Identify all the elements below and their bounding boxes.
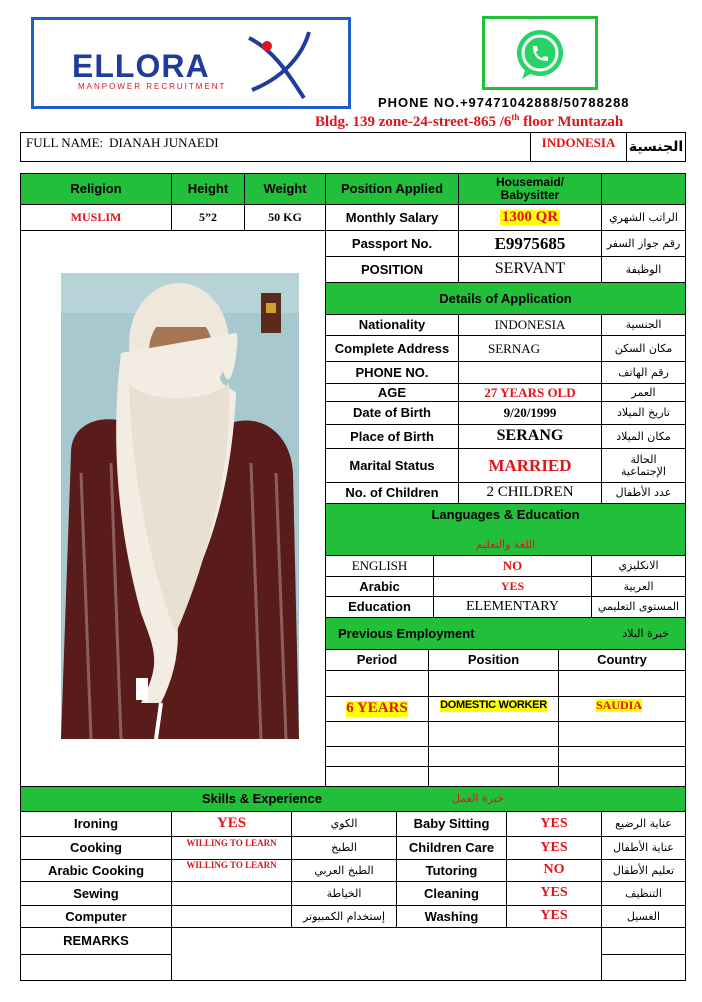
languages-header	[325, 503, 686, 556]
weight-value: 50 KG	[244, 204, 326, 231]
languages-title: Languages & Education	[431, 507, 580, 522]
skill-cleaning-ar: التنظيف	[601, 881, 686, 906]
skill-childrencare-ar: عناية الأطفال	[601, 836, 686, 860]
emp-blank-5a	[325, 766, 429, 787]
remarks-body	[171, 927, 602, 981]
emp-blank-4a	[325, 746, 429, 767]
skill-sewing-ar: الخياطة	[291, 881, 397, 906]
skills-title: Skills & Experience	[202, 791, 322, 807]
emp-blank-1a	[325, 670, 429, 697]
address-part-2: floor Muntazah	[523, 114, 624, 130]
full-name: DIANAH JUNAEDI	[109, 135, 219, 150]
emp-blank-3b	[428, 721, 559, 747]
skill-washing-label: Washing	[396, 905, 507, 928]
phone-line: PHONE NO.+97471042888/50788288	[378, 95, 630, 110]
phone-value	[458, 361, 602, 384]
company-logo	[31, 17, 351, 109]
children-ar: عدد الأطفال	[601, 482, 686, 504]
skill-tutoring-label: Tutoring	[396, 859, 507, 882]
emp-blank-3c	[558, 721, 686, 747]
pob-value: SERANG	[458, 424, 602, 449]
position-label: POSITION	[325, 256, 459, 283]
address-line	[315, 112, 623, 131]
emp-position-cell	[428, 696, 559, 722]
emp-period-cell	[325, 696, 429, 722]
emp-blank-5c	[558, 766, 686, 787]
dob-label: Date of Birth	[325, 401, 459, 425]
skill-ironing-value-cell	[171, 811, 292, 837]
skill-cooking-ar: الطبخ	[291, 836, 397, 860]
skill-arabiccooking-value-cell	[171, 859, 292, 882]
education-label: Education	[325, 596, 434, 618]
emp-country-value: SAUDIA	[596, 698, 643, 712]
pob-ar: مكان الميلاد	[601, 424, 686, 449]
skill-ironing-label: Ironing	[20, 811, 172, 837]
skill-sewing-value	[171, 881, 292, 906]
skill-babysitting-ar: عناية الرضيع	[601, 811, 686, 837]
previous-employment-title: Previous Employment	[338, 625, 475, 641]
skills-header	[20, 786, 686, 812]
skill-arabiccooking-ar: الطبخ العربي	[291, 859, 397, 882]
skill-cleaning-value: YES	[540, 885, 568, 901]
address-part-1: Bldg. 139 zone-24-street-865 /6	[315, 114, 512, 130]
phone-label: PHONE NO.	[325, 361, 459, 384]
passport-ar: رقم جواز السفر	[601, 230, 686, 257]
position-applied-value: Housemaid/ Babysitter	[458, 173, 602, 205]
top-nationality: INDONESIA	[530, 132, 627, 162]
age-ar: العمر	[601, 383, 686, 402]
arabic-value-cell	[433, 576, 592, 597]
emp-blank-1b	[428, 670, 559, 697]
skill-washing-value-cell	[506, 905, 602, 928]
age-label: AGE	[325, 383, 459, 402]
position-ar: الوظيفة	[601, 256, 686, 283]
skills-title-ar: خبرة العمل	[451, 792, 504, 806]
remarks-right-1	[601, 927, 686, 955]
top-nationality-ar: الجنسية	[626, 132, 686, 162]
education-value: ELEMENTARY	[433, 596, 592, 618]
monthly-salary-cell	[458, 204, 602, 231]
address-ar: مكان السكن	[601, 335, 686, 362]
skill-childrencare-label: Children Care	[396, 836, 507, 860]
logo-text: ELLORA	[72, 48, 210, 84]
nationality-ar: الجنسية	[601, 314, 686, 336]
full-name-label: FULL NAME:	[26, 135, 104, 150]
arabic-label: Arabic	[325, 576, 434, 597]
emp-blank-5b	[428, 766, 559, 787]
address-label: Complete Address	[325, 335, 459, 362]
skill-ironing-value: YES	[216, 815, 247, 832]
address-sup: th	[511, 112, 520, 122]
passport-label: Passport No.	[325, 230, 459, 257]
english-label: ENGLISH	[325, 555, 434, 577]
dob-value: 9/20/1999	[458, 401, 602, 425]
arabic-value: YES	[500, 579, 525, 594]
remarks-label: REMARKS	[20, 927, 172, 955]
skill-arabiccooking-value: WILLING TO LEARN	[186, 860, 277, 870]
whatsapp-icon	[510, 24, 570, 84]
monthly-salary-ar: الراتب الشهري	[601, 204, 686, 231]
skill-cooking-value: WILLING TO LEARN	[186, 838, 277, 848]
emp-blank-4c	[558, 746, 686, 767]
full-name-cell	[20, 132, 531, 162]
skill-washing-ar: الغسيل	[601, 905, 686, 928]
marital-status-label: Marital Status	[325, 448, 459, 483]
details-of-application-header: Details of Application	[325, 282, 686, 315]
emp-period-value: 6 YEARS	[346, 700, 408, 717]
country-header: Country	[558, 649, 686, 671]
phone-ar: رقم الهاتف	[601, 361, 686, 384]
skill-computer-label: Computer	[20, 905, 172, 928]
emp-position-header: Position	[428, 649, 559, 671]
address-value: SERNAG	[458, 335, 602, 362]
skill-ironing-ar: الكوي	[291, 811, 397, 837]
profile-photo	[61, 273, 299, 739]
english-value-cell	[433, 555, 592, 577]
passport-value: E9975685	[458, 230, 602, 257]
emp-blank-3a	[325, 721, 429, 747]
summary-header-blank	[601, 173, 686, 205]
skill-washing-value: YES	[540, 908, 568, 924]
children-label: No. of Children	[325, 482, 459, 504]
nationality-value: INDONESIA	[458, 314, 602, 336]
age-value: 27 YEARS OLD	[484, 384, 576, 400]
emp-blank-1c	[558, 670, 686, 697]
period-header: Period	[325, 649, 429, 671]
skill-childrencare-value: YES	[540, 839, 568, 855]
skill-arabiccooking-label: Arabic Cooking	[20, 859, 172, 882]
skill-cooking-label: Cooking	[20, 836, 172, 860]
marital-status-value: MARRIED	[488, 455, 572, 475]
emp-position-value: DOMESTIC WORKER	[440, 699, 547, 711]
education-ar: المستوى التعليمي	[591, 596, 686, 618]
whatsapp-box	[482, 16, 598, 90]
emp-blank-4b	[428, 746, 559, 767]
english-ar: الانكليزي	[591, 555, 686, 577]
english-value: NO	[502, 558, 523, 574]
children-value: 2 CHILDREN	[458, 482, 602, 504]
marital-status-cell	[458, 448, 602, 483]
skill-babysitting-value: YES	[540, 815, 568, 831]
skill-computer-ar: إستخدام الكمبيوتر	[291, 905, 397, 928]
skill-tutoring-value: NO	[543, 862, 565, 878]
skill-babysitting-label: Baby Sitting	[396, 811, 507, 837]
previous-employment-title-ar: خبرة البلاد	[622, 626, 669, 640]
emp-country-cell	[558, 696, 686, 722]
height-header: Height	[171, 173, 245, 205]
skill-cooking-value-cell	[171, 836, 292, 860]
pob-label: Place of Birth	[325, 424, 459, 449]
religion-value-cell	[20, 204, 172, 231]
age-value-cell	[458, 383, 602, 402]
arabic-ar: العربية	[591, 576, 686, 597]
remarks-right-2	[601, 954, 686, 981]
monthly-salary-label: Monthly Salary	[325, 204, 459, 231]
skill-tutoring-ar: تعليم الأطفال	[601, 859, 686, 882]
logo-subtext: MANPOWER RECRUITMENT	[78, 82, 227, 91]
position-value: SERVANT	[458, 256, 602, 283]
dob-ar: تاريخ الميلاد	[601, 401, 686, 425]
nationality-label: Nationality	[325, 314, 459, 336]
skill-tutoring-value-cell	[506, 859, 602, 882]
languages-title-ar: اللغة والتعليم	[475, 538, 536, 552]
skill-babysitting-value-cell	[506, 811, 602, 837]
skill-childrencare-value-cell	[506, 836, 602, 860]
religion-header: Religion	[20, 173, 172, 205]
monthly-salary-value: 1300 QR	[501, 208, 559, 225]
previous-employment-header	[325, 617, 686, 650]
position-applied-header: Position Applied	[325, 173, 459, 205]
marital-status-ar: الحالة الإجتماعية	[601, 448, 686, 483]
skill-sewing-label: Sewing	[20, 881, 172, 906]
height-value: 5”2	[171, 204, 245, 231]
skill-cleaning-label: Cleaning	[396, 881, 507, 906]
skill-computer-value	[171, 905, 292, 928]
skill-cleaning-value-cell	[506, 881, 602, 906]
remarks-blank-label	[20, 954, 172, 981]
weight-header: Weight	[244, 173, 326, 205]
religion-value: MUSLIM	[70, 210, 122, 225]
